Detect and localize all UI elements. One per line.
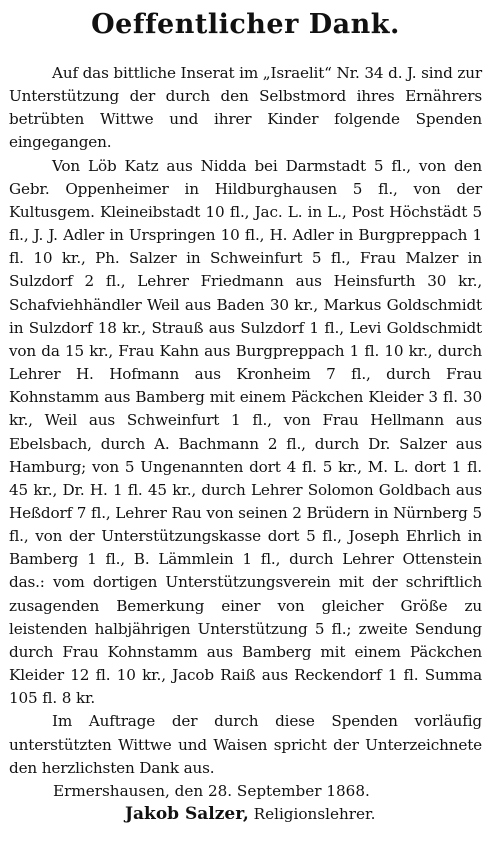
notice-body <box>9 62 482 780</box>
paragraph-thanks: Im Auftrage der durch diese Spenden vorläufig unterstützten Wittwe und Waisen spricht der Unterzeichnete den herzlichsten Dank aus. <box>9 712 482 777</box>
author-line <box>9 803 482 826</box>
notice-title: Oeffentlicher Dank. <box>91 9 400 40</box>
paragraph-intro: Auf das bittliche Inserat im „Israelit“ Nr. 34 d. J. sind zur Unterstützung der durch den Selbstmord ihres Ernährers betrübten Wittwe und ihrer Kinder folgende Spenden eingegangen. <box>9 64 482 152</box>
date-line: Ermershausen, den 28. September 1868. <box>53 781 370 800</box>
paragraph-donations: Von Löb Katz aus Nidda bei Darmstadt 5 fl., von den Gebr. Oppenheimer in Hildburghausen 5 fl., von der Kultusgem. Kleineibstadt 10 fl., Jac. L. in L., Post Höchstädt 5 fl., J. J. Adler in Urspringen 10 fl., H. Adler in Burgpreppach 1 fl. 10 kr., Ph. Salzer in Schweinfurt 5 fl., Frau Malzer in Sulzdorf 2 fl., Lehrer Friedmann aus Heinsfurth 30 kr., Schafviehhändler Weil aus Baden 30 kr., Markus Goldschmidt in Sulzdorf 18 kr., Strauß aus Sulzdorf 1 fl., Levi Goldschmidt von da 15 kr., Frau Kahn aus Burgpreppach 1 fl. 10 kr., durch Lehrer H. Hofmann aus Kronheim 7 fl., durch Frau Kohnstamm aus Bamberg mit einem Päckchen Kleider 3 fl. 30 kr., Weil aus Schweinfurt 1 fl., von Frau Hellmann aus Ebelsbach, durch A. Bachmann 2 fl., durch Dr. Salzer aus Hamburg; von 5 Ungenannten dort 4 fl. 5 kr., M. L. dort 1 fl. 45 kr., Dr. H. 1 fl. 45 kr., durch Lehrer Solomon Goldbach aus Heßdorf 7 fl., Lehrer Rau von seinen 2 Brüdern in Nürnberg 5 fl., von der Unterstützungskasse dort 5 fl., Joseph Ehrlich in Bamberg 1 fl., B. Lämmlein 1 fl., durch Lehrer Ottenstein das.: vom dortigen Unterstützungsverein mit der schriftlich zusagenden Bemerkung einer von gleicher Größe zu leistenden halbjährigen Unterstützung 5 fl.; zweite Sendung durch Frau Kohnstamm aus Bamberg mit einem Päckchen Kleider 12 fl. 10 kr., Jacob Raiß aus Reckendorf 1 fl. Summa 105 fl. 8 kr. <box>9 156 482 708</box>
author-name: Jakob Salzer, <box>125 803 249 824</box>
author-title: Religionslehrer. <box>253 804 376 823</box>
